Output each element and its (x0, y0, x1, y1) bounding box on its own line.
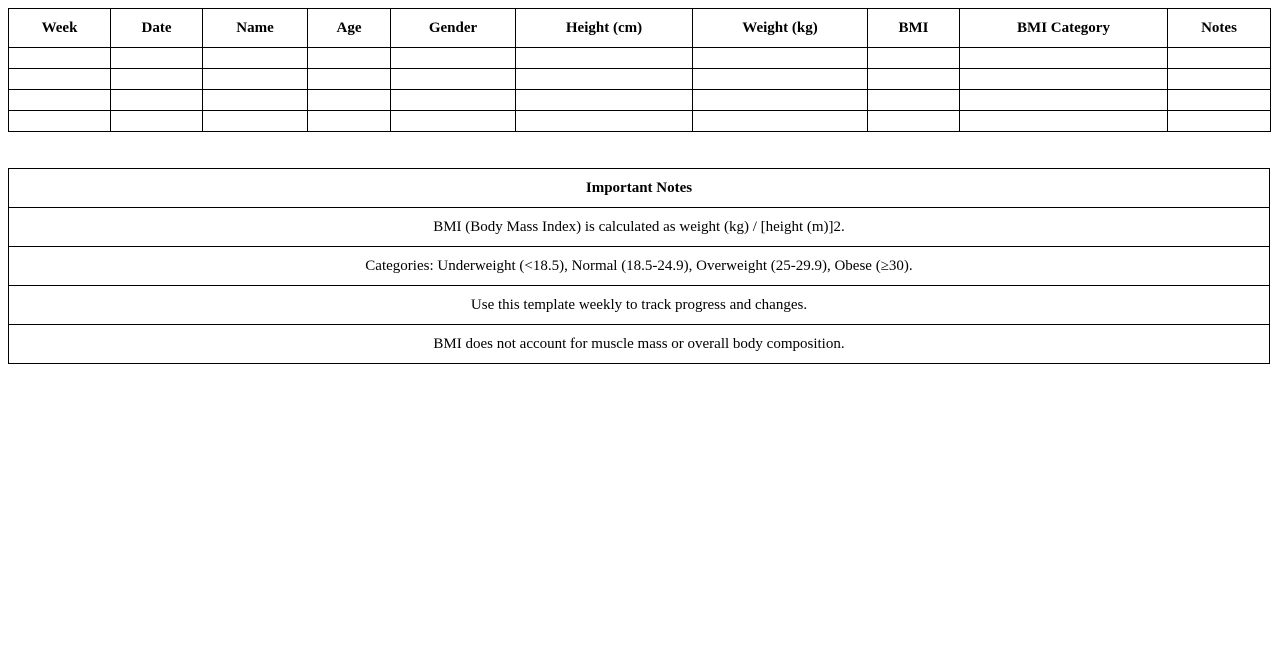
table-cell[interactable] (391, 90, 516, 111)
header-height: Height (cm) (516, 9, 693, 48)
table-cell[interactable] (111, 48, 203, 69)
table-cell[interactable] (203, 90, 308, 111)
table-cell[interactable] (111, 111, 203, 132)
table-cell[interactable] (960, 69, 1168, 90)
table-cell[interactable] (693, 48, 868, 69)
table-cell[interactable] (693, 90, 868, 111)
table-cell[interactable] (9, 48, 111, 69)
table-row (9, 90, 1271, 111)
table-cell[interactable] (9, 90, 111, 111)
table-cell[interactable] (308, 48, 391, 69)
table-cell[interactable] (391, 48, 516, 69)
table-cell[interactable] (960, 111, 1168, 132)
table-cell[interactable] (308, 69, 391, 90)
table-cell[interactable] (693, 111, 868, 132)
note-bmi-formula: BMI (Body Mass Index) is calculated as weight (kg) / [height (m)]2. (9, 208, 1270, 247)
header-week: Week (9, 9, 111, 48)
note-usage: Use this template weekly to track progress and changes. (9, 286, 1270, 325)
table-cell[interactable] (1168, 90, 1271, 111)
notes-header-row (9, 169, 1270, 208)
table-cell[interactable] (868, 111, 960, 132)
note-limitation: BMI does not account for muscle mass or overall body composition. (9, 325, 1270, 364)
table-cell[interactable] (111, 90, 203, 111)
table-cell[interactable] (203, 48, 308, 69)
table-cell[interactable] (111, 69, 203, 90)
important-notes-table (8, 168, 1270, 364)
document (8, 8, 1270, 364)
note-categories: Categories: Underweight (<18.5), Normal (18.5-24.9), Overweight (25-29.9), Obese (≥30). (9, 247, 1270, 286)
table-row (9, 48, 1271, 69)
header-notes: Notes (1168, 9, 1271, 48)
header-weight: Weight (kg) (693, 9, 868, 48)
table-cell[interactable] (9, 69, 111, 90)
table-cell[interactable] (868, 48, 960, 69)
table-cell[interactable] (868, 69, 960, 90)
table-cell[interactable] (9, 111, 111, 132)
note-row (9, 247, 1270, 286)
table-cell[interactable] (516, 69, 693, 90)
table-cell[interactable] (1168, 111, 1271, 132)
table-cell[interactable] (516, 111, 693, 132)
table-cell[interactable] (868, 90, 960, 111)
bmi-log-table (8, 8, 1271, 132)
header-row (9, 9, 1271, 48)
table-row (9, 111, 1271, 132)
header-bmi-category: BMI Category (960, 9, 1168, 48)
table-row (9, 69, 1271, 90)
table-cell[interactable] (516, 90, 693, 111)
notes-title: Important Notes (9, 169, 1270, 208)
table-cell[interactable] (1168, 48, 1271, 69)
header-age: Age (308, 9, 391, 48)
header-gender: Gender (391, 9, 516, 48)
table-cell[interactable] (203, 111, 308, 132)
table-cell[interactable] (391, 111, 516, 132)
table-cell[interactable] (516, 48, 693, 69)
table-cell[interactable] (960, 48, 1168, 69)
header-date: Date (111, 9, 203, 48)
table-cell[interactable] (391, 69, 516, 90)
header-bmi: BMI (868, 9, 960, 48)
header-name: Name (203, 9, 308, 48)
table-cell[interactable] (1168, 69, 1271, 90)
note-row (9, 286, 1270, 325)
table-cell[interactable] (203, 69, 308, 90)
table-cell[interactable] (960, 90, 1168, 111)
note-row (9, 208, 1270, 247)
table-cell[interactable] (308, 90, 391, 111)
table-cell[interactable] (693, 69, 868, 90)
note-row (9, 325, 1270, 364)
table-cell[interactable] (308, 111, 391, 132)
